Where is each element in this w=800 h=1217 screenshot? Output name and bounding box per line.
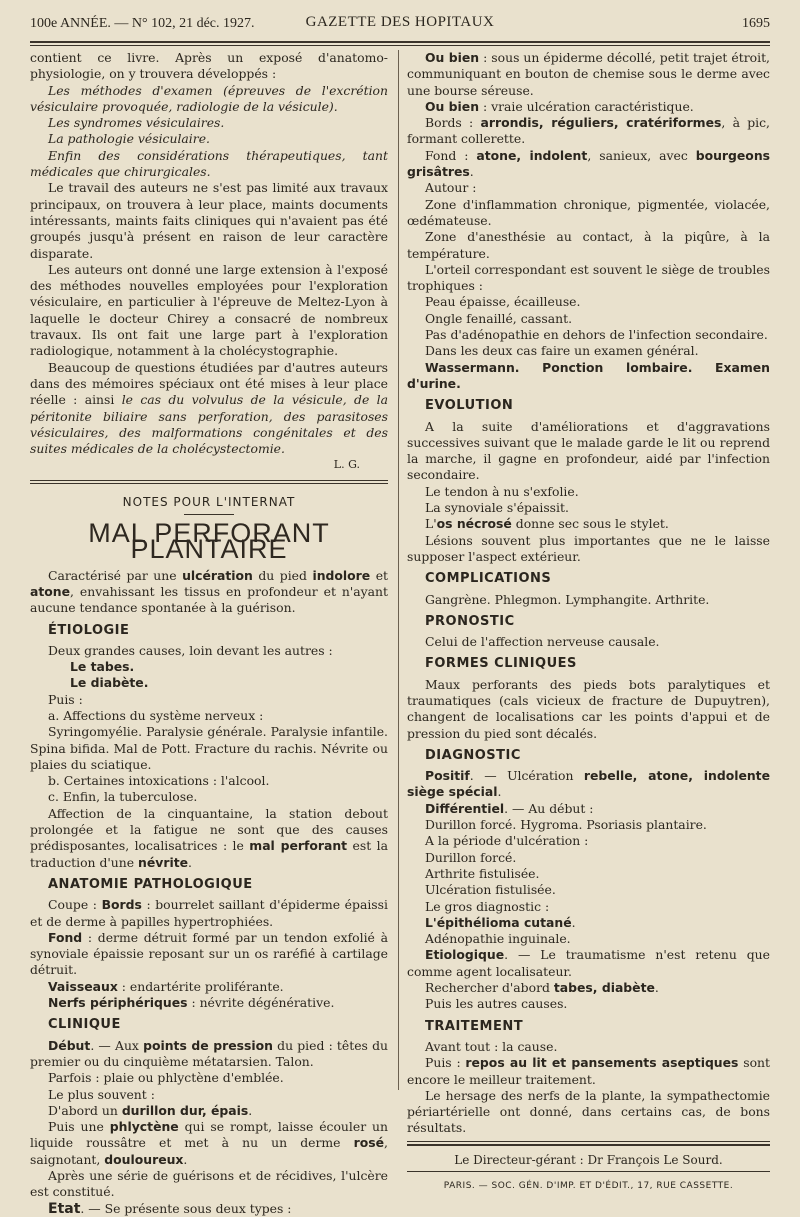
review-paragraph: Beaucoup de questions étudiées par d'autres auteurs dans des mémoires spéciaux ont été mises à leur place réelle : ainsi le cas du volvulus de la vésicule, de la péritonite biliaire sans perforation, des parasitoses vésiculaires, des malformations congénitales et des suites médicales de la cholécystectomie. bbox=[30, 359, 388, 457]
section-heading-formes: FORMES CLINIQUES bbox=[425, 656, 577, 672]
diagnostic-line: Arthrite fistulisée. bbox=[425, 865, 540, 881]
review-paragraph: contient ce livre. Après un exposé d'anatomo-physiologie, on y trouvera développés : bbox=[30, 50, 388, 82]
section-rule bbox=[30, 483, 388, 484]
anatomie-line: Fond : derme détruit formé par un tendon exfolié à synoviale épaissie reposant sur un os raréfié à cartilage détruit. bbox=[30, 929, 388, 978]
clinique-line: Début. — Aux points de pression du pied : têtes du premier ou du cinquième métatarsien. Talon. bbox=[30, 1037, 389, 1069]
type-line: Dans les deux cas faire un examen général. bbox=[425, 343, 699, 359]
complications-line: Gangrène. Phlegmon. Lymphangite. Arthrite. bbox=[425, 591, 710, 607]
diagnostic-line: A la période d'ulcération : bbox=[425, 833, 589, 849]
clinique-line: Etat. — Se présente sous deux types : bbox=[48, 1200, 292, 1217]
review-paragraph: Les auteurs ont donné une large extension à l'exposé des méthodes nouvelles employées pour l'exploration vésiculaire, en particulier à l'épreuve de Meltez-Lyon à laquelle le docteur Chirey a consacré de nombreux travaux. Ils ont fait une large part à l'exploration radiologique, notamment à la cholécystographie. bbox=[30, 261, 388, 359]
review-paragraph: La pathologie vésiculaire. bbox=[48, 131, 210, 147]
type-line: Peau épaisse, écailleuse. bbox=[425, 294, 581, 310]
type-line: Wassermann. Ponction lombaire. Examen d'urine. bbox=[407, 359, 770, 391]
diagnostic-line: L'épithélioma cutané. bbox=[425, 914, 576, 930]
footer-rule-thick bbox=[407, 1144, 770, 1146]
clinique-line: Le plus souvent : bbox=[48, 1086, 155, 1102]
right-column bbox=[407, 50, 770, 1194]
clinique-line: Après une série de guérisons et de récidives, l'ulcère est constitué. bbox=[30, 1168, 388, 1200]
etiologie-line: Deux grandes causes, loin devant les autres : bbox=[48, 642, 333, 658]
diagnostic-line: Puis les autres causes. bbox=[425, 996, 568, 1012]
clinique-line: Puis une phlyctène qui se rompt, laisse écouler un liquide roussâtre et met à nu un derme rosé, saignotant, douloureux. bbox=[30, 1119, 389, 1167]
traitement-line: Puis : repos au lit et pansements aseptiques sont encore le meilleur traitement. bbox=[407, 1055, 770, 1087]
journal-title: GAZETTE DES HOPITAUX bbox=[305, 14, 495, 30]
section-heading-diagnostic: DIAGNOSTIC bbox=[425, 747, 521, 763]
left-column bbox=[30, 50, 388, 1217]
header-rule bbox=[30, 41, 770, 43]
header-rule-thin bbox=[30, 45, 770, 46]
section-heading-etiologie: ÉTIOLOGIE bbox=[48, 622, 130, 638]
etiologie-line: a. Affections du système nerveux : bbox=[48, 707, 264, 723]
etiologie-line: Le diabète. bbox=[70, 675, 149, 691]
issue-info: 100e ANNÉE. — N° 102, 21 déc. 1927. bbox=[30, 16, 255, 31]
type-line: Zone d'inflammation chronique, pigmentée, violacée, œdémateuse. bbox=[407, 196, 770, 228]
type-line: Autour : bbox=[425, 180, 477, 196]
type-line: Pas d'adénopathie en dehors de l'infection secondaire. bbox=[425, 327, 768, 343]
review-paragraph: Les méthodes d'examen (épreuves de l'excrétion vésiculaire provoquée, radiologie de la vésicule). bbox=[30, 82, 388, 114]
clinique-line: D'abord un durillon dur, épais. bbox=[48, 1102, 253, 1118]
director-signature: Le Directeur-gérant : Dr François Le Sourd. bbox=[454, 1152, 723, 1167]
diagnostic-line: Rechercher d'abord tabes, diabète. bbox=[425, 980, 659, 996]
review-paragraph: Le travail des auteurs ne s'est pas limité aux travaux principaux, on trouvera à leur place, maints documents intéressants, maints faits cliniques qui n'avaient pas été groupés jusqu'à présent en raison de leur caractère disparate. bbox=[30, 180, 388, 261]
notes-rule bbox=[184, 514, 234, 515]
formes-line: Maux perforants des pieds bots paralytiques et traumatiques (cals vicieux de fracture de Dupuytren), changent de localisations car les points d'appui et de pression du pied sont décalés. bbox=[407, 676, 770, 741]
etiologie-line: b. Certaines intoxications : l'alcool. bbox=[48, 773, 270, 789]
notes-heading: NOTES POUR L'INTERNAT bbox=[122, 494, 296, 509]
page-number: 1695 bbox=[742, 16, 770, 31]
etiologie-line: Affection de la cinquantaine, la station debout prolongée et la fatigue ne sont que des causes prédisposantes, localisatrices : le mal perforant est la traduction d'une névrite. bbox=[30, 805, 388, 870]
anatomie-line: Vaisseaux : endartérite proliférante. bbox=[48, 978, 284, 994]
section-heading-clinique: CLINIQUE bbox=[48, 1017, 121, 1033]
traitement-line: Le hersage des nerfs de la plante, la sympathectomie périartérielle ont donné, dans certains cas, de bons résultats. bbox=[407, 1087, 770, 1136]
diagnostic-line: Ulcération fistulisée. bbox=[425, 882, 556, 898]
footer-rule bbox=[407, 1141, 770, 1142]
article-title: MAL PERFORANT PLANTAIRE bbox=[88, 518, 330, 565]
type-line: Bords : arrondis, réguliers, cratériformes, à pic, formant collerette. bbox=[407, 115, 770, 147]
type-line: Ou bien : vraie ulcération caractéristique. bbox=[425, 98, 694, 114]
type-line: Ou bien : sous un épiderme décollé, petit trajet étroit, communiquant en bouton de chemise sous le derme avec une bourse séreuse. bbox=[407, 50, 770, 98]
printer-imprint: PARIS. — SOC. GÉN. D'IMP. ET D'ÉDIT., 17, RUE CASSETTE. bbox=[443, 1181, 734, 1191]
anatomie-line: Nerfs périphériques : névrite dégénérative. bbox=[48, 995, 335, 1011]
section-heading-traitement: TRAITEMENT bbox=[425, 1018, 524, 1034]
diagnostic-line: Le gros diagnostic : bbox=[425, 898, 550, 914]
review-paragraph: Enfin des considérations thérapeutiques, tant médicales que chirurgicales. bbox=[30, 147, 388, 180]
section-heading-evolution: EVOLUTION bbox=[425, 398, 514, 414]
diagnostic-line: Durillon forcé. Hygroma. Psoriasis plantaire. bbox=[425, 817, 707, 833]
column-divider bbox=[398, 50, 399, 1090]
diagnostic-line: Positif. — Ulcération rebelle, atone, indolente siège spécial. bbox=[407, 768, 771, 800]
section-heading-anatomie: ANATOMIE PATHOLOGIQUE bbox=[48, 876, 253, 892]
evolution-line: Le tendon à nu s'exfolie. bbox=[425, 483, 579, 499]
etiologie-line: Puis : bbox=[48, 691, 83, 707]
section-heading-complications: COMPLICATIONS bbox=[425, 571, 552, 587]
section-heading-pronostic: PRONOSTIC bbox=[425, 613, 515, 629]
type-line: Fond : atone, indolent, sanieux, avec bourgeons grisâtres. bbox=[407, 147, 771, 180]
diagnostic-line: Différentiel. — Au début : bbox=[425, 800, 594, 816]
type-line: L'orteil correspondant est souvent le siège de troubles trophiques : bbox=[407, 261, 770, 294]
evolution-line: Lésions souvent plus importantes que ne le laisse supposer l'aspect extérieur. bbox=[407, 532, 770, 564]
diagnostic-line: Adénopathie inguinale. bbox=[425, 931, 571, 947]
review-signature: L. G. bbox=[333, 458, 360, 472]
clinique-line: Parfois : plaie ou phlyctène d'emblée. bbox=[48, 1070, 284, 1086]
intro-paragraph: Caractérisé par une ulcération du pied indolore et atone, envahissant les tissus en profondeur et n'ayant aucune tendance spontanée à la guérison. bbox=[30, 567, 389, 616]
evolution-line: L'os nécrosé donne sec sous le stylet. bbox=[425, 516, 669, 532]
etiologie-line: Le tabes. bbox=[70, 659, 135, 675]
type-line: Ongle fenaillé, cassant. bbox=[425, 310, 573, 326]
etiologie-line: c. Enfin, la tuberculose. bbox=[48, 789, 198, 805]
evolution-line: La synoviale s'épaissit. bbox=[425, 500, 569, 516]
diagnostic-line: Durillon forcé. bbox=[425, 849, 517, 865]
evolution-line: A la suite d'améliorations et d'aggravations successives suivant que le malade garde le lit ou reprend la marche, il gagne en profondeur, aidé par l'infection secondaire. bbox=[407, 418, 770, 483]
type-line: Zone d'anesthésie au contact, à la piqûre, à la température. bbox=[407, 229, 770, 261]
review-paragraph: Les syndromes vésiculaires. bbox=[48, 115, 225, 131]
anatomie-line: Coupe : Bords : bourrelet saillant d'épiderme épaissi et de derme à papilles hypertrophiées. bbox=[30, 897, 388, 929]
footer-rule bbox=[407, 1171, 770, 1172]
traitement-line: Avant tout : la cause. bbox=[425, 1038, 558, 1054]
diagnostic-line: Etiologique. — Le traumatisme n'est retenu que comme agent localisateur. bbox=[407, 947, 770, 979]
page-header bbox=[30, 10, 770, 36]
section-rule bbox=[30, 480, 388, 481]
etiologie-line: Syringomyélie. Paralysie générale. Paralysie infantile. Spina bifida. Mal de Pott. Fracture du rachis. Névrite ou plaies du sciatique. bbox=[30, 724, 388, 772]
pronostic-line: Celui de l'affection nerveuse causale. bbox=[425, 634, 660, 650]
